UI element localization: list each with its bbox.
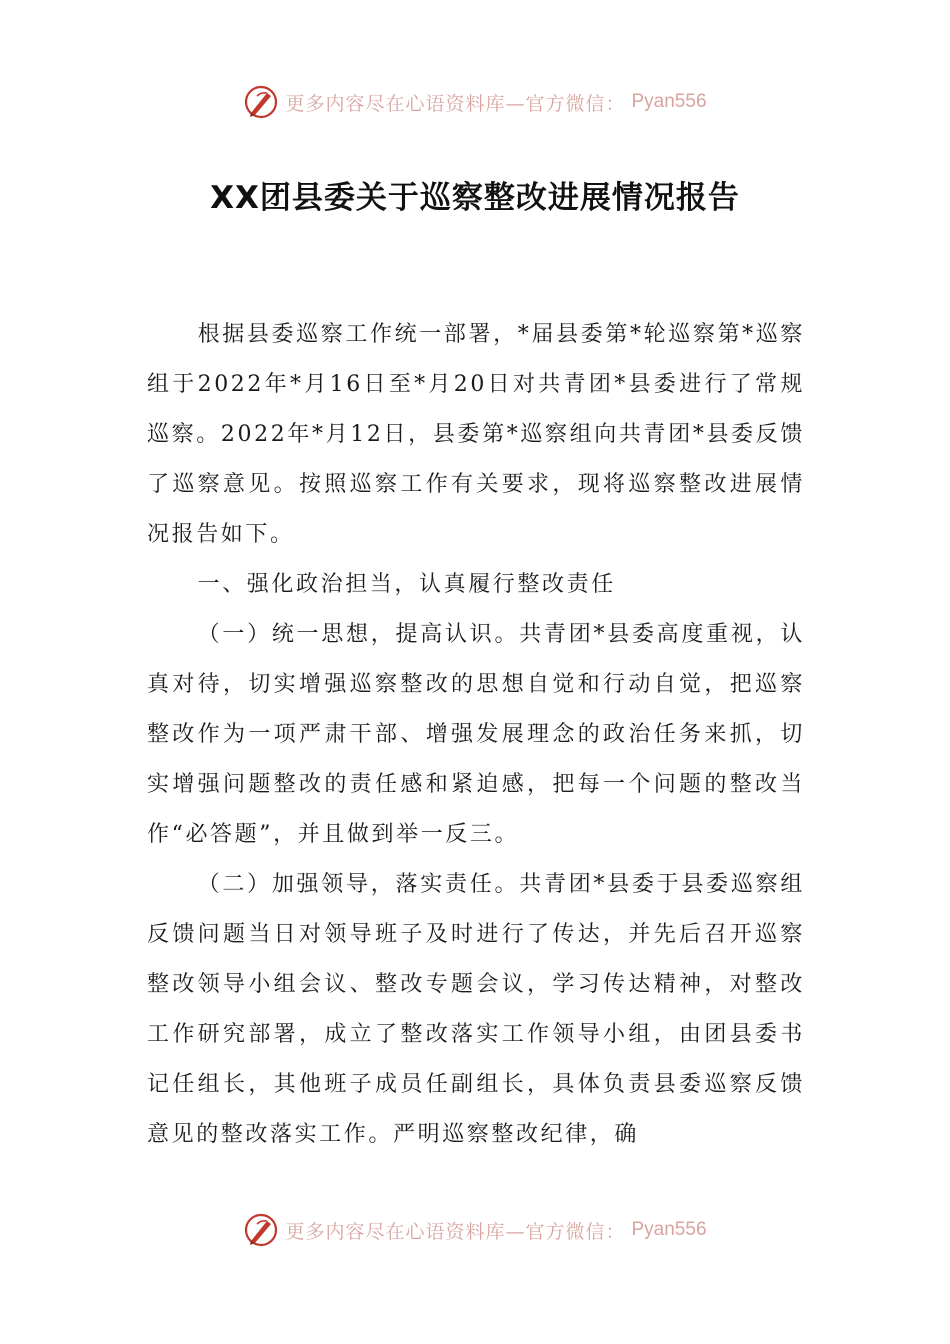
document-title: XX团县委关于巡察整改进展情况报告: [210, 180, 740, 216]
watermark-banner-top: [0, 82, 950, 122]
document-body: [147, 310, 805, 1160]
paragraph-subsection-2: （二）加强领导，落实责任。共青团*县委于县委巡察组反馈问题当日对领导班子及时进行了传达，并先后召开巡察整改领导小组会议、整改专题会议，学习传达精神，对整改工作研究部署，成立了整改落实工作领导小组，由团县委书记任组长，其他班子成员任副组长，具体负责县委巡察反馈意见的整改落实工作。严明巡察整改纪律，确: [147, 872, 805, 1147]
section-heading-1: 一、强化政治担当，认真履行整改责任: [197, 572, 616, 597]
watermark-wechat-id: Pyan556: [631, 1219, 707, 1240]
paragraph-subsection-1: （一）统一思想，提高认识。共青团*县委高度重视，认真对待，切实增强巡察整改的思想自觉和行动自觉，把巡察整改作为一项严肃干部、增强发展理念的政治任务来抓，切实增强问题整改的责任感和紧迫感，把每一个问题的整改当作“必答题”，并且做到举一反三。: [147, 622, 805, 847]
watermark-text: 更多内容尽在心语资料库—官方微信：: [285, 1220, 626, 1243]
paragraph-intro: 根据县委巡察工作统一部署，*届县委第*轮巡察第*巡察组于2022年*月16日至*月20日对共青团*县委进行了常规巡察。2022年*月12日，县委第*巡察组向共青团*县委反馈了巡察意见。按照巡察工作有关要求，现将巡察整改进展情况报告如下。: [147, 322, 805, 547]
watermark-banner-bottom: [0, 1210, 950, 1250]
watermark-text: 更多内容尽在心语资料库—官方微信：: [285, 92, 626, 115]
pen-logo-icon: [243, 1212, 279, 1248]
watermark-wechat-id: Pyan556: [631, 91, 707, 112]
pen-logo-icon: [243, 84, 279, 120]
